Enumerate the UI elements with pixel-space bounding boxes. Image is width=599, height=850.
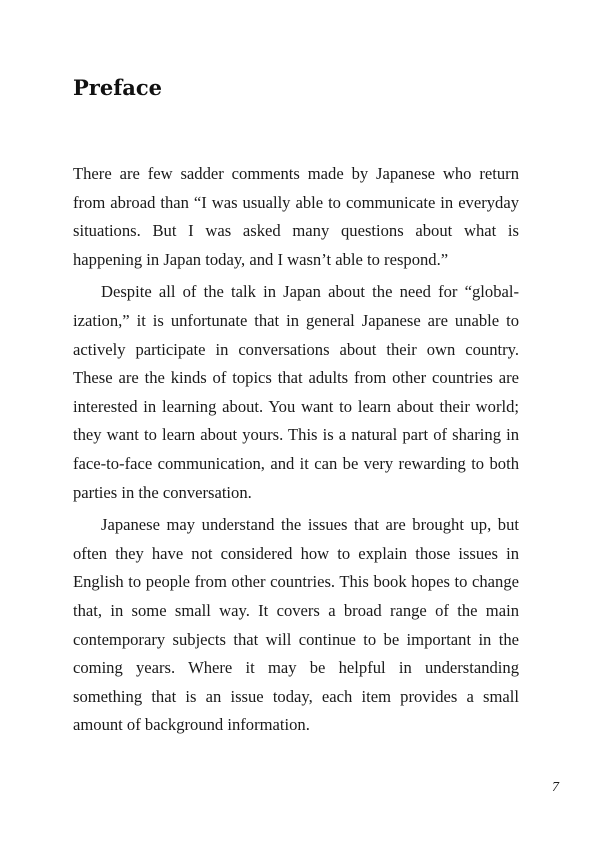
paragraph-2: Despite all of the talk in Japan about the need for “globalization,” it is unfortunate that in general Japanese are unable to actively participate in conversations about their own country. These are the kinds of topics that adults from other countries are interested in learning about. You want to learn about their world; they want to learn about yours. This is a natural part of sharing in face-to-face communication, and it can be very rewarding to both parties in the conversation. (73, 282, 519, 502)
preface-body (73, 160, 519, 740)
page-number: 7 (552, 780, 559, 795)
paragraph-3: Japanese may understand the issues that are brought up, but often they have not considered how to explain those issues in English to people from other countries. This book hopes to change that, in some small way. It covers a broad range of the main contemporary subjects that will continue to be important in the coming years. Where it may be helpful in understanding something that is an issue today, each item provides a small amount of background information. (73, 515, 519, 735)
page-title: Preface (73, 75, 163, 100)
paragraph-1: There are few sadder comments made by Japanese who return from abroad than “I was usually able to communicate in everyday situations. But I was asked many questions about what is happening in Japan today, and I wasn’t able to respond.” (73, 164, 519, 269)
